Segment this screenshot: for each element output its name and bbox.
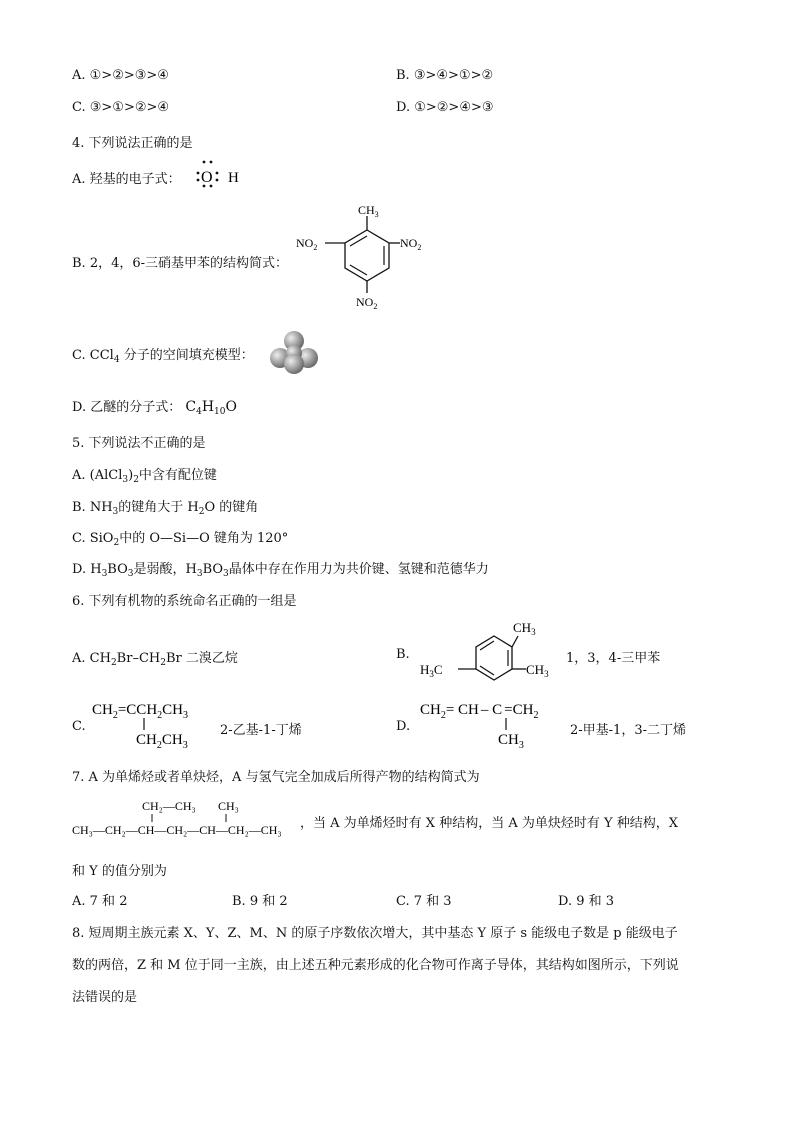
q3-option-b: B. ③>④>①>② xyxy=(396,68,494,83)
q6-option-c-label: C. xyxy=(72,719,86,734)
q5-stem: 5. 下列说法不正确的是 xyxy=(72,436,206,451)
q6-stem: 6. 下列有机物的系统命名正确的一组是 xyxy=(72,594,297,609)
q8-stem-line2: 数的两倍，Z 和 M 位于同一主族，由上述五种元素形成的化合物可作离子导体，其结构如图所示，下列说 xyxy=(72,958,679,973)
q5-option-c: C. SiO$_2$中的 O—Si—O 键角为 120° xyxy=(72,531,289,548)
q6-option-c-name: 2-乙基-1-丁烯 xyxy=(220,723,302,738)
q3-option-a: A. ①>②>③>④ xyxy=(72,68,169,83)
q4-option-c: C. CCl$_4$ 分子的空间填充模型： xyxy=(72,348,254,365)
ring-methyl-right: $CH_3$ xyxy=(526,662,549,679)
oxygen-atom-text: O xyxy=(201,169,213,186)
q5-option-a: A. $(AlCl_3)_2$中含有配位键 xyxy=(72,468,217,485)
ccl4-formula: CCl$_4$ xyxy=(89,348,120,365)
svg-text:CH₂—CH₃: CH₂—CH₃ xyxy=(142,799,196,813)
q7-option-d: D. 9 和 3 xyxy=(558,894,615,909)
q5-option-b: B. $NH_3$的键角大于 $H_2O$ 的键角 xyxy=(72,500,259,517)
q7-option-a: A. 7 和 2 xyxy=(72,894,128,909)
q6-option-d-name: 2-甲基-1，3-二丁烯 xyxy=(570,723,686,738)
ccl4-space-filling-model xyxy=(266,328,322,376)
svg-text:CH2CH3: $CH_2CH_3$ xyxy=(136,732,188,751)
q7-product-structure xyxy=(68,792,318,842)
ring-methyl-top: $CH_3$ xyxy=(513,620,536,637)
q5-option-d: D. $H_3BO_3$是弱酸，$H_3BO_3$晶体中存在作用力为共价键、氢键和范德华力 xyxy=(72,562,489,579)
q4-option-d: D. 乙醚的分子式： $C_4H_{10}O$ xyxy=(72,399,237,417)
hydroxyl-electron-formula xyxy=(190,158,250,188)
ring-methyl-left: $H_3C$ xyxy=(420,662,443,679)
q7-stem-tail: ，当 A 为单烯烃时有 X 种结构，当 A 为单炔烃时有 Y 种结构，X xyxy=(300,816,678,831)
q4-option-a xyxy=(72,168,181,187)
q7-option-b: B. 9 和 2 xyxy=(232,894,288,909)
methyl-label: $CH_3$ xyxy=(358,203,379,219)
q7-stem: 7. A 为单烯烃或者单炔烃，A 与氢气完全加成后所得产物的结构简式为 xyxy=(72,770,480,785)
ethylbutene-structure xyxy=(90,694,220,754)
q7-option-c: C. 7 和 3 xyxy=(396,894,452,909)
methylbutadiene-structure xyxy=(418,694,568,754)
nitro-right-label: $NO_2$ xyxy=(400,236,422,252)
nitro-bottom-label: $NO_2$ xyxy=(356,295,378,311)
hydrogen-atom-text: H xyxy=(228,170,239,186)
svg-text:CH₃—CH₂—CH—CH₂—CH—CH₂—CH₃: CH₃—CH₂—CH—CH₂—CH—CH₂—CH₃ xyxy=(72,823,282,837)
q6-option-a: A. $CH_2Br-CH_2Br$ 二溴乙烷 xyxy=(72,651,238,668)
q3-option-d: D. ①>②>④>③ xyxy=(396,100,494,115)
trinitrotoluene-structure xyxy=(292,200,432,318)
svg-text:CH₃: CH₃ xyxy=(218,799,239,813)
q6-option-b-name: 1，3，4-三甲苯 xyxy=(566,651,661,666)
nitro-left-label: $NO_2$ xyxy=(296,236,318,252)
q3-option-c: C. ③>①>②>④ xyxy=(72,100,170,115)
svg-text:CH2= CH– C=CH2: $CH_2=$ CH – $C =CH_2$ xyxy=(420,702,539,721)
q8-stem-line3: 法错误的是 xyxy=(72,990,138,1005)
q4-stem: 4. 下列说法正确的是 xyxy=(72,136,193,151)
diethyl-ether-formula: $C_4H_{10}O$ xyxy=(185,399,237,417)
svg-text:CH3: $CH_3$ xyxy=(498,732,524,751)
q6-option-d-label: D. xyxy=(396,719,411,734)
q8-stem-line1: 8. 短周期主族元素 X、Y、Z、M、N 的原子序数依次增大，其中基态 Y 原子 s 能级电子数是 p 能级电子 xyxy=(72,926,678,941)
q6-option-b-label: B. xyxy=(396,647,410,662)
q4-option-b-label: B. 2，4，6-三硝基甲苯的结构简式： xyxy=(72,256,289,271)
svg-text:CH2=CCH2CH3: $CH_2=CCH_2CH_3$ xyxy=(92,702,188,721)
trimethylbenzene-structure xyxy=(412,614,562,694)
q4-a-label: A. 羟基的电子式： xyxy=(72,172,181,187)
q7-stem-line2: 和 Y 的值分别为 xyxy=(72,864,167,879)
